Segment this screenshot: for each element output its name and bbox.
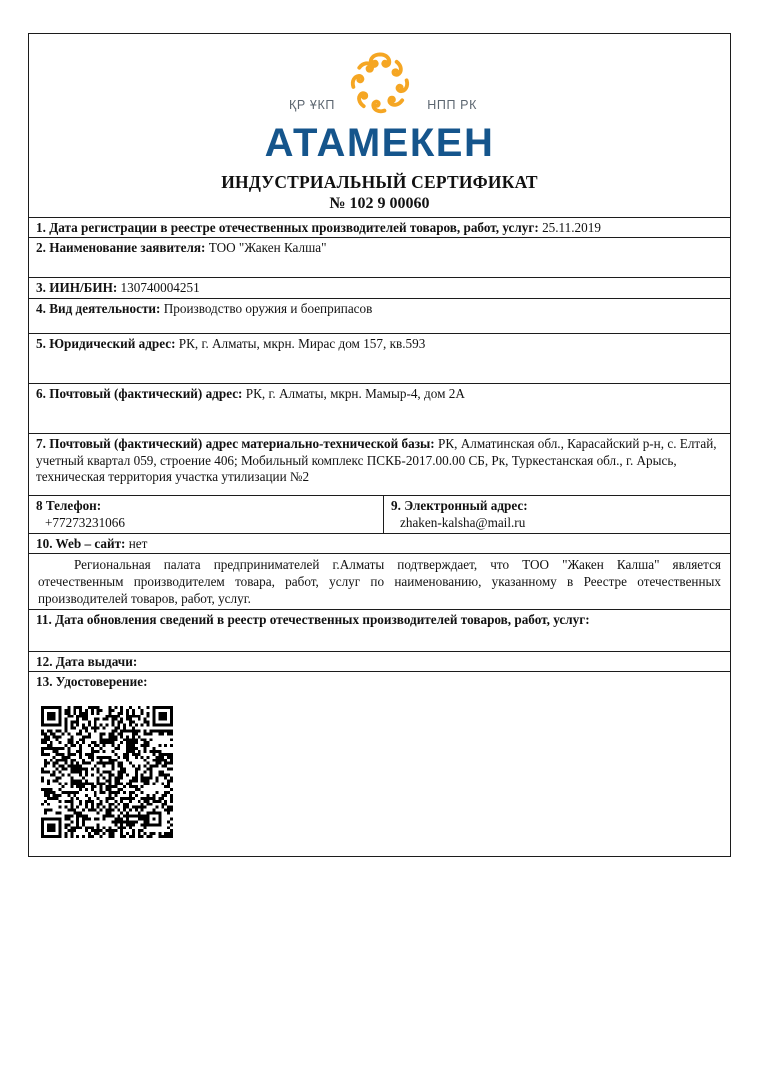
field-value-3: 130740004251	[120, 280, 200, 295]
field-cell-phone	[29, 496, 384, 533]
field-row-activity-type	[29, 299, 730, 334]
field-row-registration-date	[29, 218, 730, 238]
document-number: № 102 9 00060	[329, 195, 430, 212]
field-row-issue-date	[29, 652, 730, 672]
field-label-7: 7. Почтовый (фактический) адрес материально-технической базы:	[36, 436, 435, 451]
field-label-10: 10. Web – сайт:	[36, 536, 126, 551]
qr-code-area	[29, 694, 730, 838]
field-value-5: РК, г. Алматы, мкрн. Мирас дом 157, кв.593	[178, 336, 426, 351]
document-title: ИНДУСТРИАЛЬНЫЙ СЕРТИФИКАТ	[221, 172, 538, 192]
certificate-document	[28, 33, 731, 857]
field-cell-email	[384, 496, 730, 533]
title-block	[29, 168, 730, 217]
field-row-iin-bin	[29, 278, 730, 299]
field-row-website	[29, 534, 730, 554]
certificate-qr-code	[41, 706, 173, 838]
field-row-legal-address	[29, 334, 730, 384]
field-value-10: нет	[128, 536, 148, 551]
field-label-1: 1. Дата регистрации в реестре отечественных производителей товаров, работ, услуг:	[36, 220, 539, 235]
field-label-4: 4. Вид деятельности:	[36, 301, 161, 316]
field-value-9: zhaken-kalsha@mail.ru	[400, 514, 526, 530]
field-value-8: +77273231066	[45, 514, 125, 530]
field-row-update-date	[29, 610, 730, 652]
field-label-11: 11. Дата обновления сведений в реестр отечественных производителей товаров, работ, услуг:	[36, 612, 590, 627]
logo-left-text: ҚР ҰКП	[289, 98, 335, 112]
field-label-8: 8 Телефон:	[36, 498, 102, 513]
field-row-applicant-name	[29, 238, 730, 278]
field-label-2: 2. Наименование заявителя:	[36, 240, 206, 255]
atameken-ornament-icon	[342, 47, 418, 121]
field-label-12: 12. Дата выдачи:	[36, 654, 138, 669]
logo-block	[29, 38, 730, 130]
field-value-6: РК, г. Алматы, мкрн. Мамыр-4, дом 2А	[245, 386, 465, 401]
field-value-7: РК, Алматинская обл., Карасайский р-н, с. Елтай, учетный квартал 059, строение 406; Мобильный комплекс ПСКБ-2017.00.00 СБ, Рк, Туркестанская обл., г. Арысь, техническая территория участка утилизации №2	[36, 436, 717, 484]
logo-right-text: НПП РК	[427, 98, 477, 112]
field-value-2: ТОО "Жакен Калша"	[208, 240, 327, 255]
document-header	[29, 34, 730, 168]
field-label-6: 6. Почтовый (фактический) адрес:	[36, 386, 243, 401]
logo-wordmark: АТАМЕКЕН	[264, 121, 495, 165]
field-row-contacts	[29, 496, 730, 534]
field-label-5: 5. Юридический адрес:	[36, 336, 176, 351]
fields-table	[29, 217, 730, 838]
field-row-certificate-id	[29, 672, 730, 694]
field-label-9: 9. Электронный адрес:	[391, 498, 528, 513]
field-row-postal-address	[29, 384, 730, 434]
field-label-13: 13. Удостоверение:	[36, 674, 148, 689]
field-row-technical-base-address	[29, 434, 730, 496]
field-label-3: 3. ИИН/БИН:	[36, 280, 118, 295]
field-value-4: Производство оружия и боеприпасов	[163, 301, 373, 316]
confirmation-statement: Региональная палата предпринимателей г.Алматы подтверждает, что ТОО "Жакен Калша" является отечественным производителем товара, работ, услуг по наименованию, указанному в Реестре отечественных производителей товаров, работ, услуг.	[29, 554, 730, 610]
field-value-1: 25.11.2019	[542, 220, 601, 235]
